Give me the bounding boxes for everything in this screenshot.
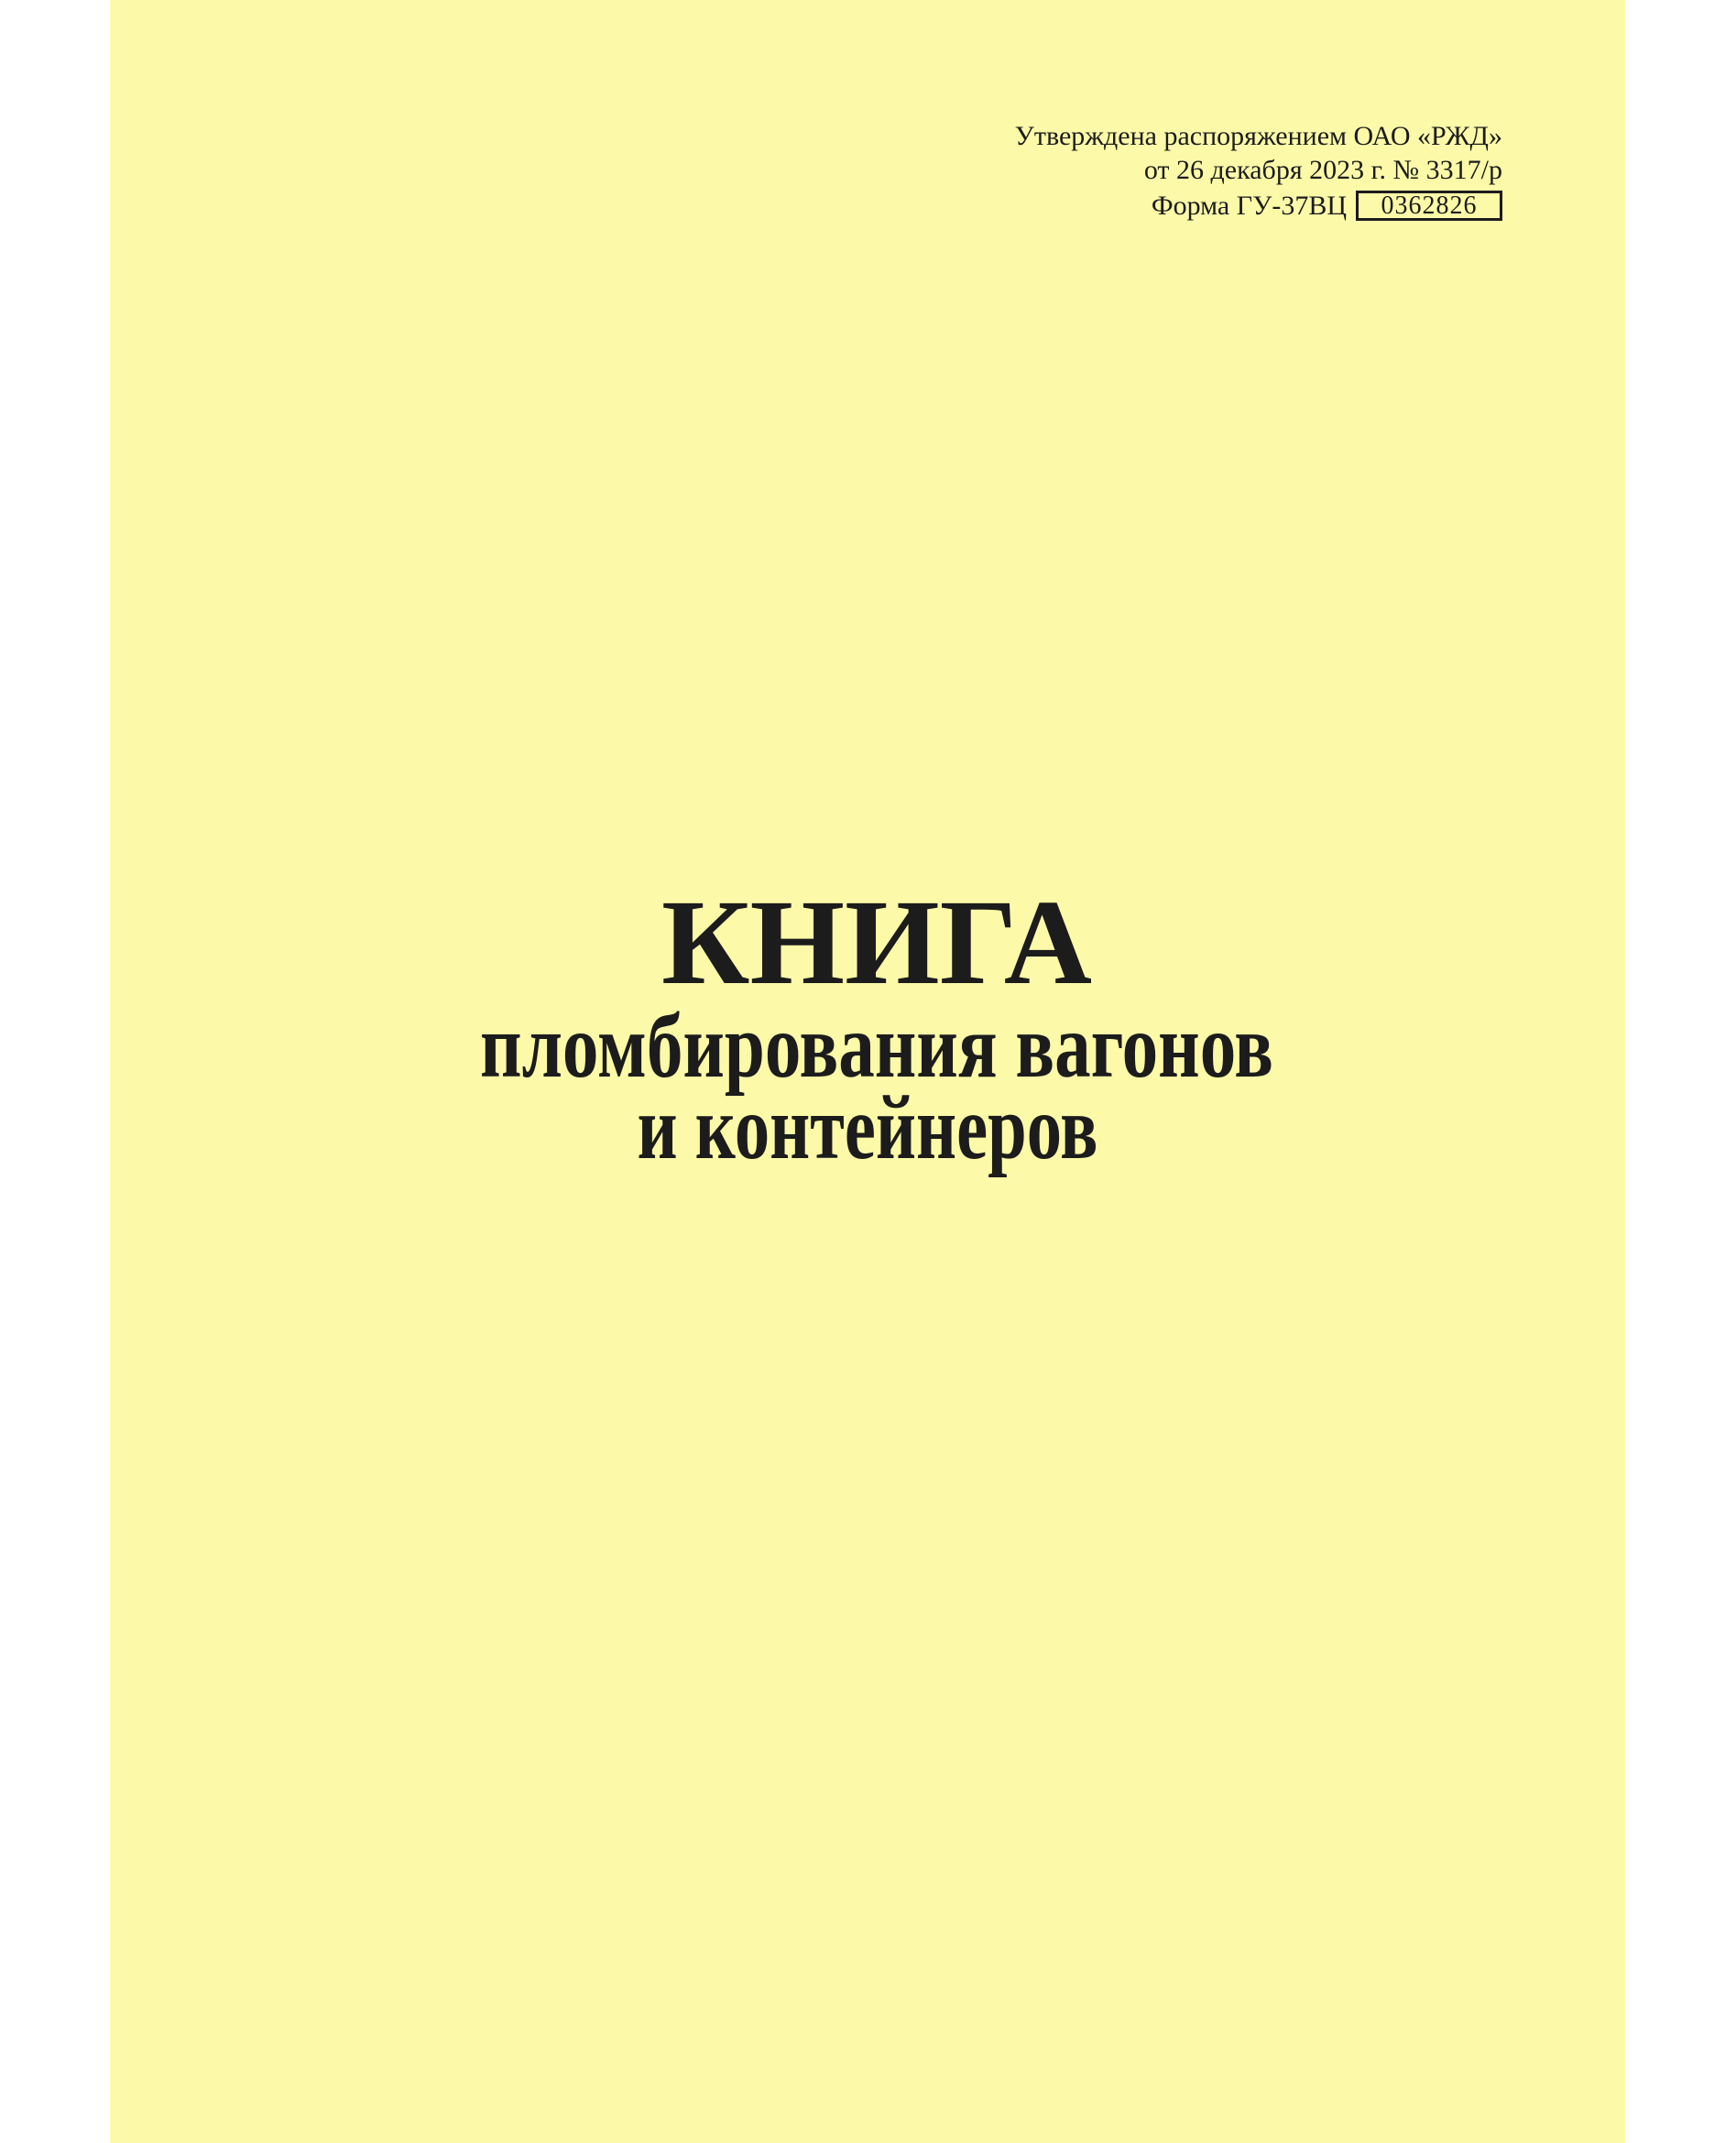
- form-number: 0362826: [1381, 191, 1478, 220]
- approval-line-1: Утверждена распоряжением ОАО «РЖД»: [1014, 121, 1502, 151]
- form-row: [1152, 189, 1502, 223]
- approval-line-2: от 26 декабря 2023 г. № 3317/р: [1143, 155, 1502, 185]
- title-main: КНИГА: [661, 874, 1092, 1010]
- approval-block: [1015, 119, 1502, 223]
- form-number-box: [1356, 191, 1502, 221]
- title-subtitle-line-1: пломбирования вагонов: [480, 995, 1273, 1097]
- title-subtitle-line-2: и контейнеров: [637, 1077, 1098, 1178]
- form-label: Форма ГУ-37ВЦ: [1151, 191, 1347, 221]
- paper-sheet: [110, 0, 1625, 2143]
